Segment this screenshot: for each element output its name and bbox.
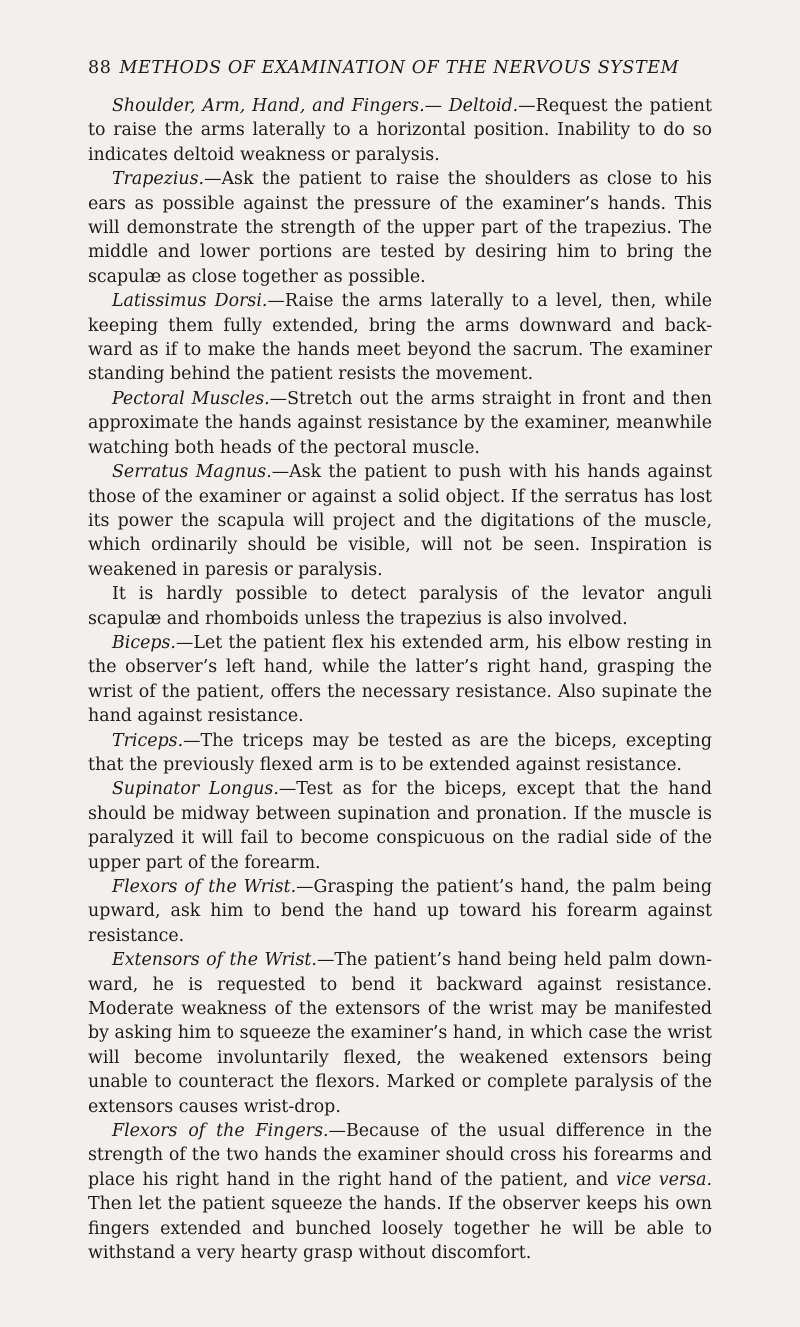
paragraph-heading: Flexors of the Fingers.	[112, 1121, 329, 1142]
paragraph-text: —Test as for the biceps, except that the hand should be midway between supination and pronation. If the muscle is paralyzed it will fail to become conspicuous on the radial side of the upper part of the forearm.	[88, 779, 712, 873]
paragraph-heading: Flexors of the Wrist.	[112, 877, 297, 897]
paragraph-text: —The triceps may be tested as are the biceps, excepting that the previously flexed arm is to be extended against resistance.	[88, 730, 712, 775]
paragraph-extensors-wrist	[88, 948, 712, 1119]
paragraph-flexors-fingers	[88, 1119, 712, 1265]
emphasis-text: vice versa.	[615, 1169, 713, 1190]
paragraph-text: —Ask the patient to raise the shoulders as close to his ears as possible against the pressure of the examiner’s hands. This will demonstrate the strength of the upper part of the trapezius. The middle and lower portions are tested by desiring him to bring the scapulæ as close together as possible.	[88, 169, 712, 287]
paragraph-trapezius	[88, 167, 712, 289]
paragraph-latissimus-dorsi	[88, 289, 712, 387]
paragraph-heading: Supinator Longus.	[112, 779, 279, 800]
paragraph-pectoral-muscles	[88, 387, 712, 460]
paragraph-serratus-magnus	[88, 460, 712, 582]
paragraph-text: —Let the patient flex his extended arm, his elbow resting in the observer’s left hand, while the latter’s right hand, grasping the wrist of the patient, offers the necessary resistance. Also supinate the hand against resistance.	[88, 632, 712, 727]
paragraph-text: It is hardly possible to detect paralysis of the levator anguli scapulæ and rhomboids unless the trapezius is also involved.	[88, 584, 712, 629]
page-header	[88, 58, 712, 78]
paragraph-text: —Raise the arms laterally to a level, then, while keeping them fully extended, bring the arms downward and back-ward as if to make the hands meet beyond the sacrum. The examiner standing behind the patient resists the movement.	[88, 291, 712, 385]
paragraph-text: —Grasping the patient’s hand, the palm being upward, ask him to bend the hand up toward his forearm against resistance.	[88, 877, 712, 946]
paragraph-levator-note	[88, 582, 712, 631]
paragraph-heading: Latissimus Dorsi.	[112, 291, 268, 312]
running-title: METHODS OF EXAMINATION OF THE NERVOUS SYSTEM	[119, 58, 680, 78]
paragraph-heading: Trapezius.	[112, 169, 205, 190]
paragraph-deltoid	[88, 94, 712, 167]
paragraph-text: Then let the patient squeeze the hands. If the observer keeps his own fingers extended and bunched loosely together he will be able to withstand a very hearty grasp without discomfort.	[88, 1194, 712, 1264]
body-text	[88, 94, 712, 1266]
paragraph-text: —Because of the usual difference in the strength of the two hands the examiner should cross his forearms and place his right hand in the right hand of the patient, and	[88, 1121, 712, 1190]
paragraph-text: —The patient’s hand being held palm down-ward, he is requested to bend it backward against resistance. Moderate weakness of the extensors of the wrist may be manifested by asking him to squeeze the examiner’s hand, in which case the wrist will become involuntarily flexed, the weakened extensors being unable to counteract the flexors. Marked or complete paralysis of the extensors causes wrist-drop.	[88, 950, 712, 1117]
page-number: 88	[88, 58, 112, 78]
paragraph-heading: Pectoral Muscles.	[112, 388, 270, 409]
paragraph-biceps	[88, 631, 712, 729]
paragraph-heading: Biceps.	[112, 632, 176, 653]
paragraph-heading: Shoulder, Arm, Hand, and Fingers.— Deltoid.	[112, 96, 519, 116]
paragraph-supinator-longus	[88, 777, 712, 875]
paragraph-heading: Extensors of the Wrist.	[112, 950, 317, 971]
paragraph-text: —Stretch out the arms straight in front and then approximate the hands against resistance by the examiner, meanwhile watching both heads of the pectoral muscle.	[88, 388, 712, 458]
paragraph-text: —Ask the patient to push with his hands against those of the examiner or against a solid object. If the serratus has lost its power the scapula will project and the digitations of the muscle, which ordinarily should be visible, will not be seen. Inspiration is weakened in paresis or paralysis.	[88, 462, 712, 580]
paragraph-text: —Request the patient to raise the arms laterally to a horizontal position. Inability to do so indicates deltoid weakness or paralysis.	[88, 96, 712, 165]
paragraph-triceps	[88, 729, 712, 778]
paragraph-flexors-wrist	[88, 875, 712, 948]
paragraph-heading: Serratus Magnus.	[112, 462, 272, 483]
paragraph-heading: Triceps.	[112, 730, 184, 751]
